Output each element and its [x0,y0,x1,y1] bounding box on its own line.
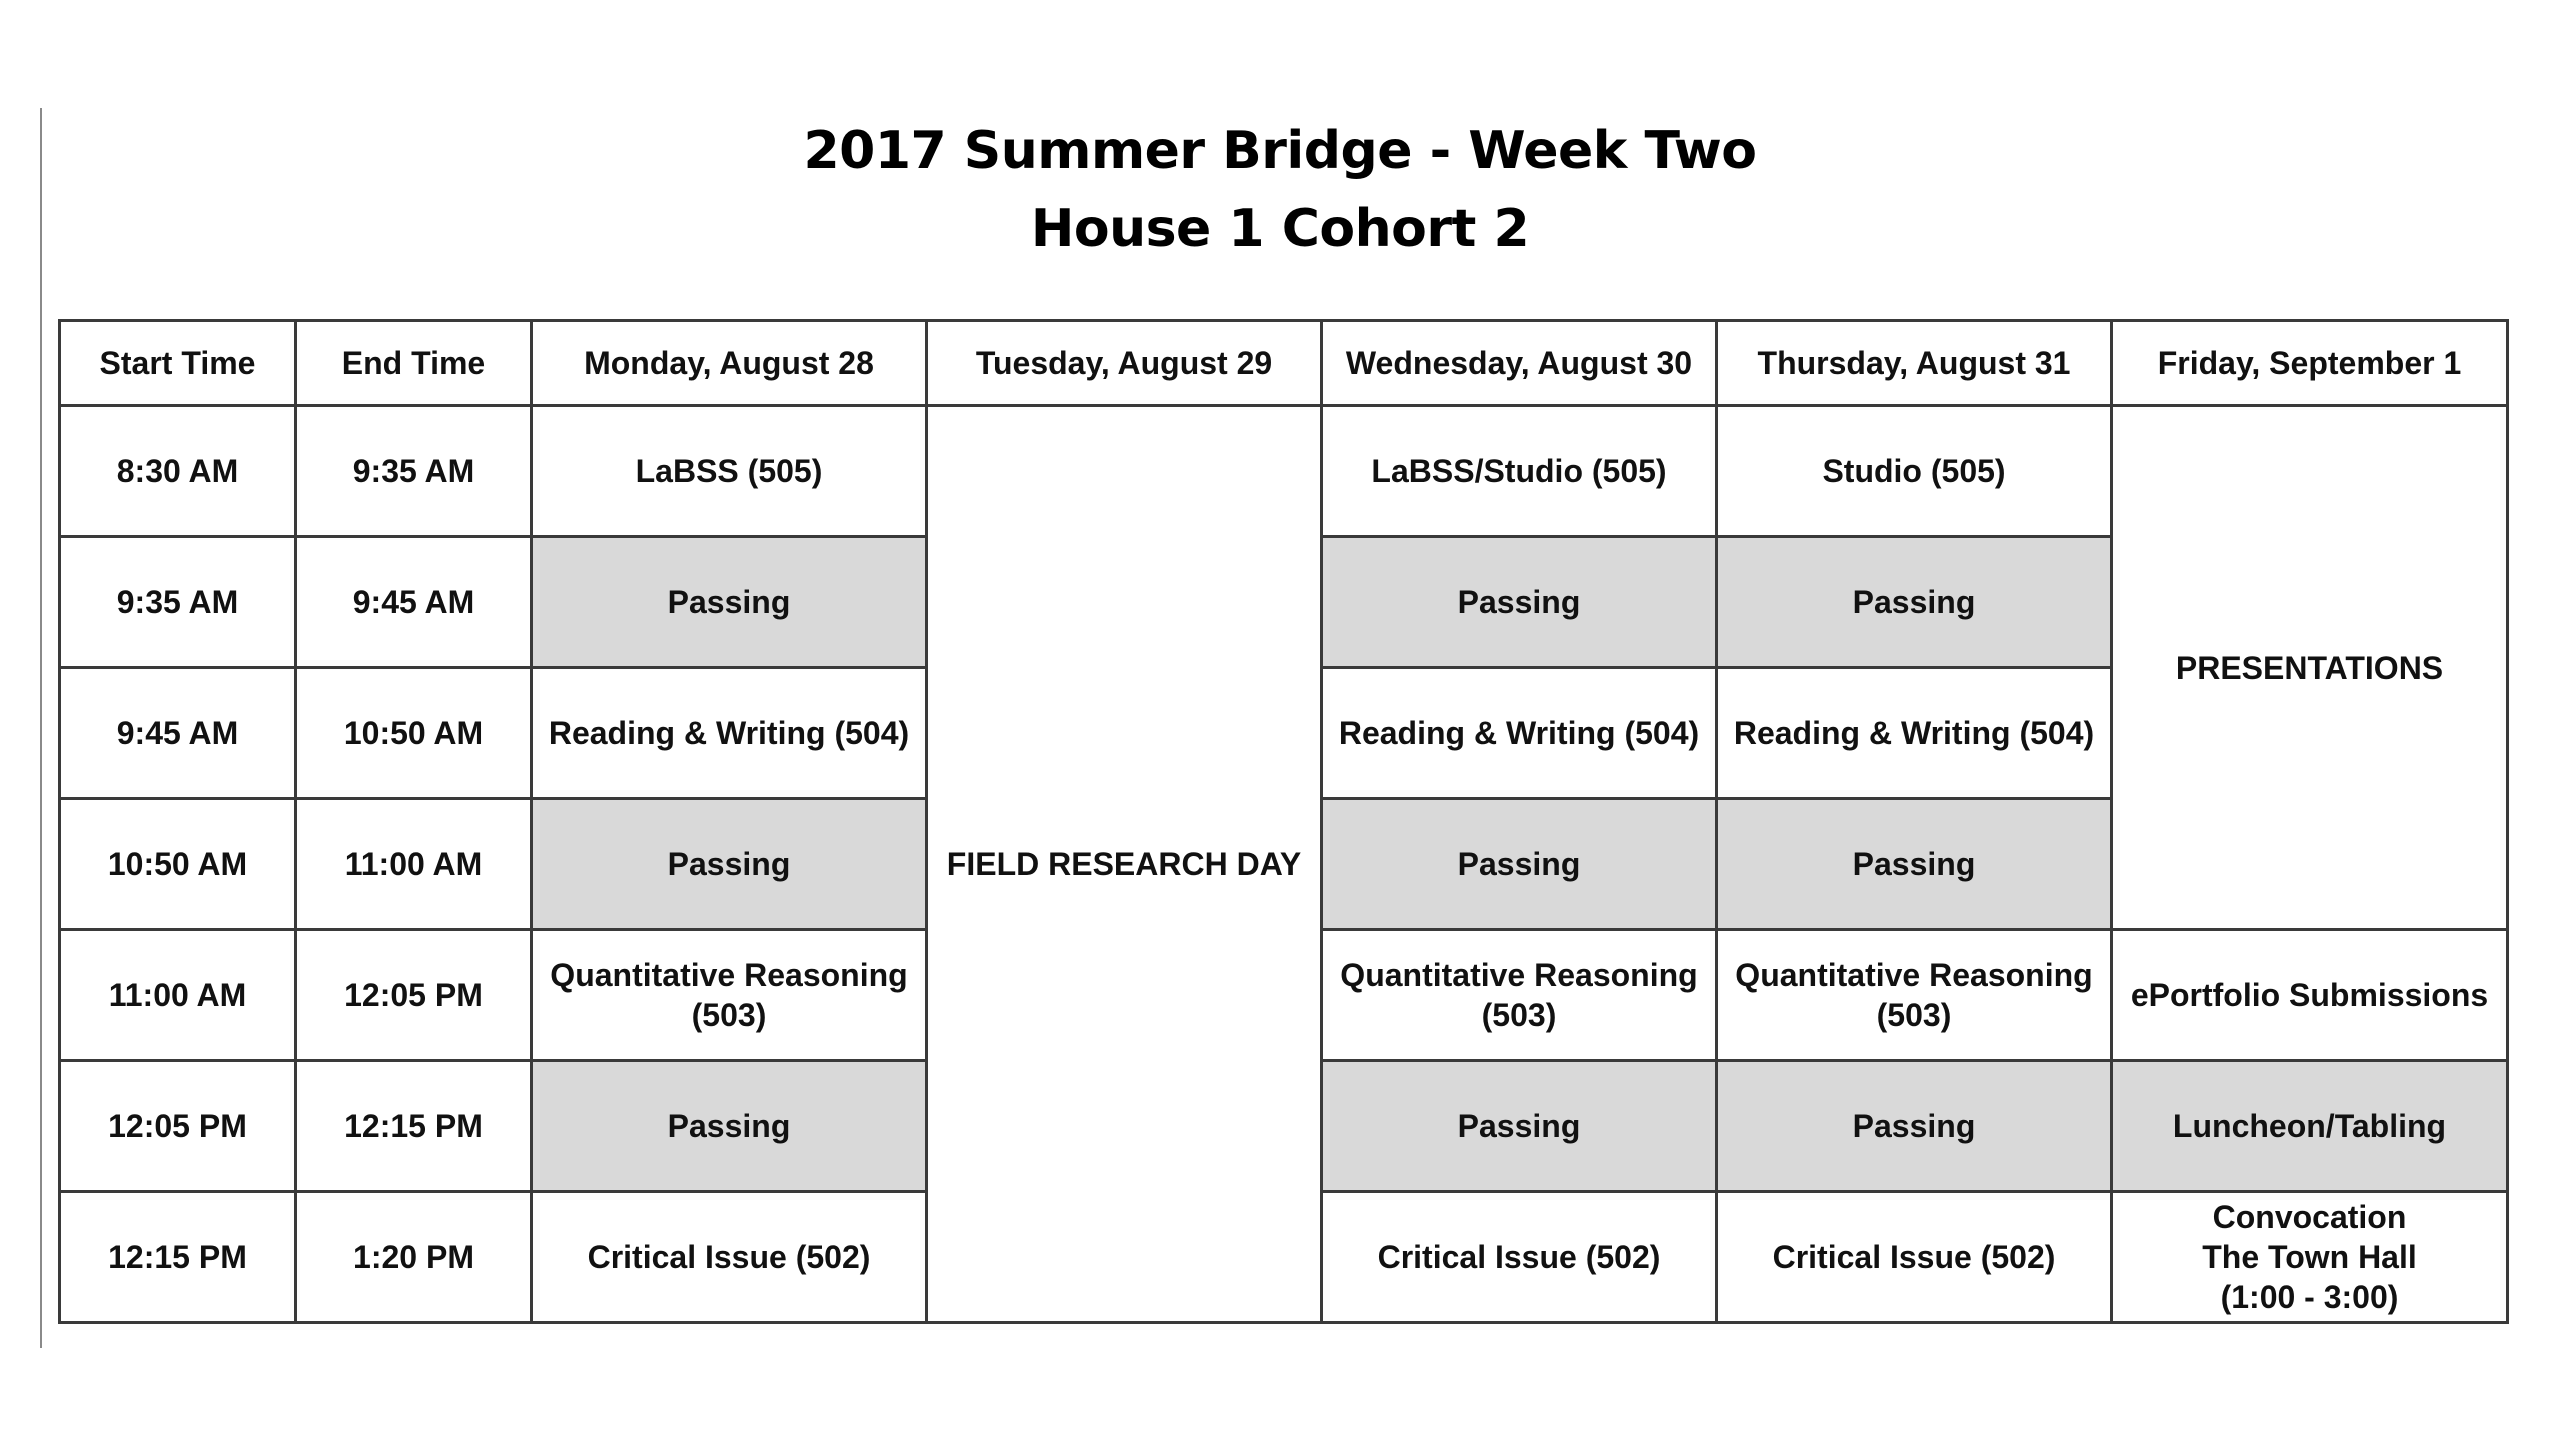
monday-cell: LaBSS (505) [532,406,927,537]
friday-luncheon-cell: Luncheon/Tabling [2112,1061,2508,1192]
header-friday: Friday, September 1 [2112,321,2508,406]
end-time-cell: 11:00 AM [296,799,532,930]
end-time-cell: 12:05 PM [296,930,532,1061]
header-thursday: Thursday, August 31 [1717,321,2112,406]
title-line-1: 2017 Summer Bridge - Week Two [803,121,1757,181]
wednesday-cell: Reading & Writing (504) [1322,668,1717,799]
monday-passing-cell: Passing [532,537,927,668]
monday-passing-cell: Passing [532,1061,927,1192]
end-time-cell: 10:50 AM [296,668,532,799]
wednesday-passing-cell: Passing [1322,799,1717,930]
start-time-cell: 12:05 PM [60,1061,296,1192]
header-end-time: End Time [296,321,532,406]
end-time-cell: 9:35 AM [296,406,532,537]
tuesday-field-research-cell: FIELD RESEARCH DAY [927,406,1322,1323]
header-monday: Monday, August 28 [532,321,927,406]
monday-cell: Quantitative Reasoning (503) [532,930,927,1061]
title-line-2: House 1 Cohort 2 [1030,199,1530,259]
friday-cell: ePortfolio Submissions [2112,930,2508,1061]
wednesday-cell: Quantitative Reasoning (503) [1322,930,1717,1061]
header-start-time: Start Time [60,321,296,406]
monday-cell: Critical Issue (502) [532,1192,927,1323]
wednesday-passing-cell: Passing [1322,1061,1717,1192]
end-time-cell: 12:15 PM [296,1061,532,1192]
monday-cell: Reading & Writing (504) [532,668,927,799]
start-time-cell: 8:30 AM [60,406,296,537]
start-time-cell: 9:45 AM [60,668,296,799]
table-row [60,406,2508,537]
thursday-cell: Quantitative Reasoning (503) [1717,930,2112,1061]
thursday-passing-cell: Passing [1717,799,2112,930]
thursday-passing-cell: Passing [1717,537,2112,668]
header-tuesday: Tuesday, August 29 [927,321,1322,406]
monday-passing-cell: Passing [532,799,927,930]
wednesday-cell: Critical Issue (502) [1322,1192,1717,1323]
header-wednesday: Wednesday, August 30 [1322,321,1717,406]
wednesday-cell: LaBSS/Studio (505) [1322,406,1717,537]
start-time-cell: 10:50 AM [60,799,296,930]
page-left-margin-rule [40,108,42,1348]
end-time-cell: 9:45 AM [296,537,532,668]
wednesday-passing-cell: Passing [1322,537,1717,668]
thursday-cell: Studio (505) [1717,406,2112,537]
end-time-cell: 1:20 PM [296,1192,532,1323]
friday-presentations-cell: PRESENTATIONS [2112,406,2508,930]
friday-convocation-cell: Convocation The Town Hall (1:00 - 3:00) [2112,1192,2508,1323]
thursday-cell: Critical Issue (502) [1717,1192,2112,1323]
thursday-passing-cell: Passing [1717,1061,2112,1192]
thursday-cell: Reading & Writing (504) [1717,668,2112,799]
schedule-table [58,319,2509,1324]
start-time-cell: 11:00 AM [60,930,296,1061]
header-row [60,321,2508,406]
start-time-cell: 9:35 AM [60,537,296,668]
page-title [0,112,2560,268]
start-time-cell: 12:15 PM [60,1192,296,1323]
